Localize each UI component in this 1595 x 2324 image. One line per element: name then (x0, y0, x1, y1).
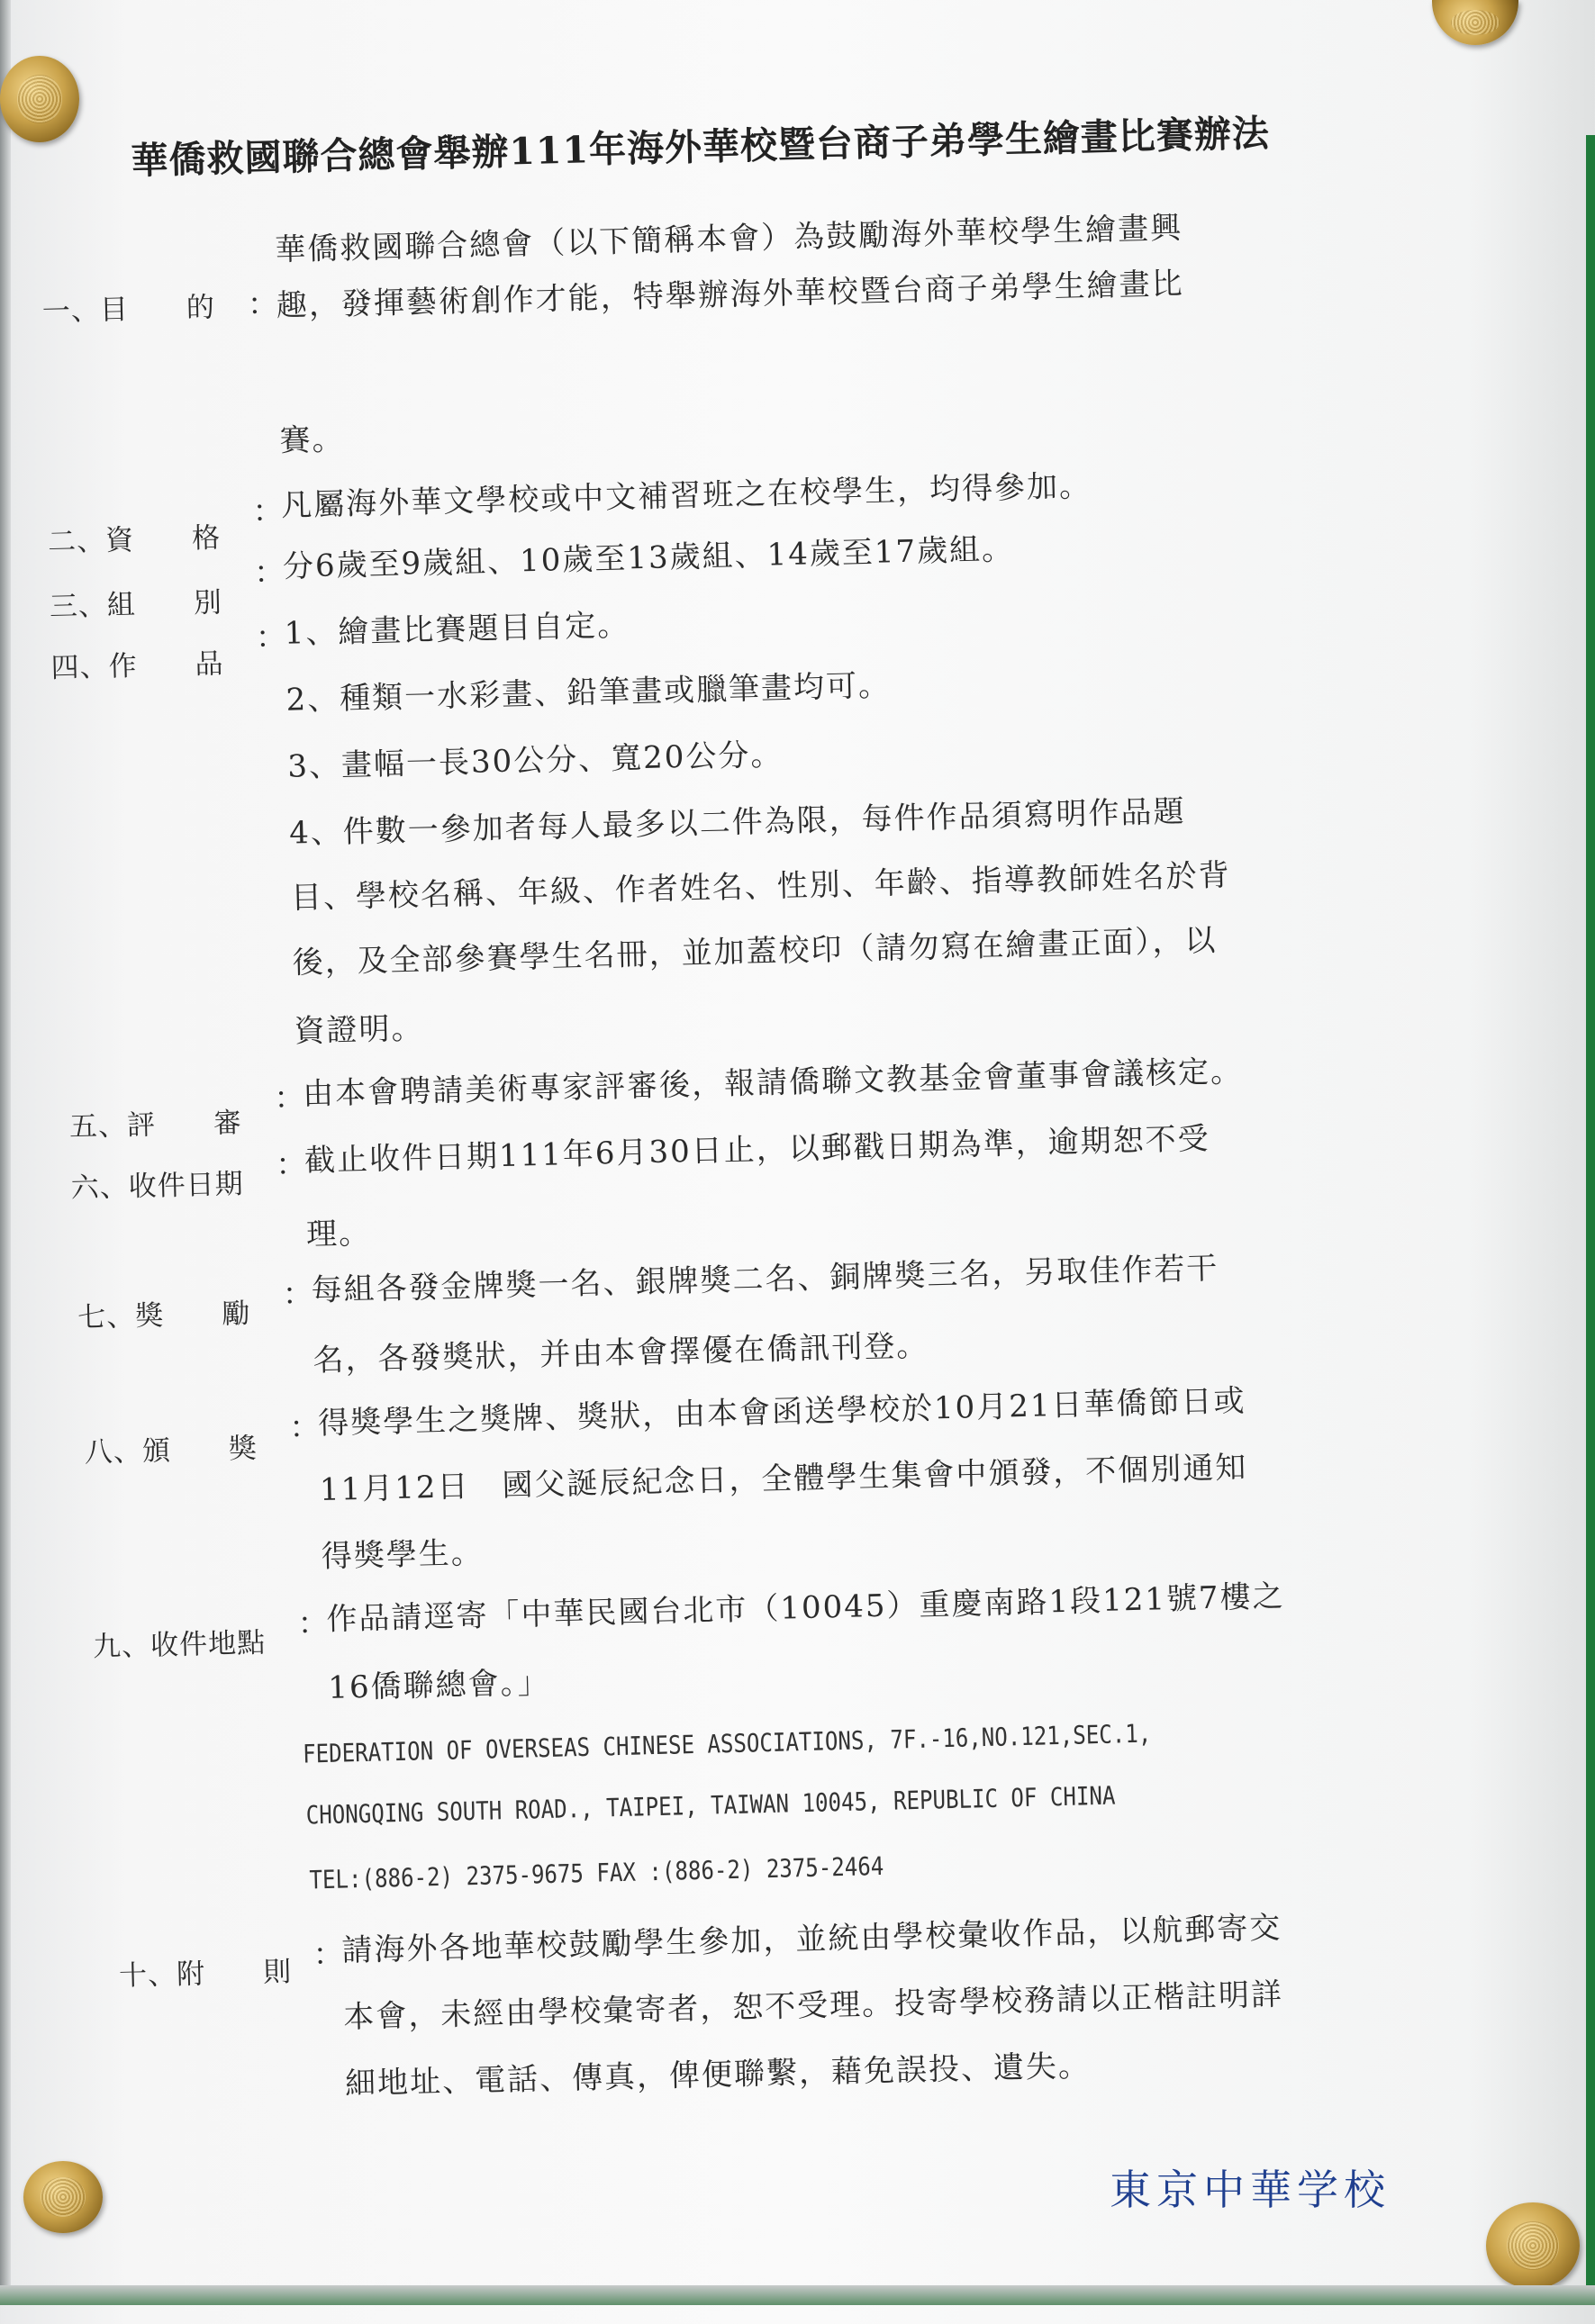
section-6-line-2: 理。 (305, 1215, 372, 1253)
section-10-line-3: 細地址、電話、傳真，俾便聯繫，藉免誤投、遺失。 (344, 2048, 1092, 2102)
separator: ： (251, 493, 284, 530)
pushpin-bottom-right (1486, 2202, 1580, 2289)
section-8-line-1: 得獎學生之獎牌、獎狀，由本會函送學校於10月21日華僑節日或 (317, 1382, 1246, 1442)
section-5-line-1: 由本會聘請美術專家評審後，報請僑聯文教基金會董事會議核定。 (302, 1053, 1244, 1113)
pushpin-bottom-left (23, 2161, 103, 2233)
section-4-line-6: 後，及全部參賽學生名冊，並加蓋校印（請勿寫在繪畫正面），以 (292, 922, 1218, 981)
address-en-line-2: CHONGQING SOUTH ROAD., TAIPEI, TAIWAN 10045, REPUBLIC OF CHINA (305, 1780, 1116, 1831)
section-8-line-3: 得獎學生。 (321, 1534, 485, 1576)
document-title: 華僑救國聯合總會舉辦111年海外華校暨台商子弟學生繪畫比賽辦法 (130, 111, 1271, 183)
section-10-line-2: 本會，未經由學校彙寄者，恕不受理。投寄學校務請以正楷註明詳 (342, 1976, 1284, 2036)
section-3-line-1: 分6歲至9歲組、10歲至13歲組、14歲至17歲組。 (282, 530, 1015, 585)
separator: ： (273, 1080, 305, 1117)
separator: ： (275, 1146, 307, 1184)
section-4-line-4: 4、件數一參加者每人最多以二件為限，每件作品須寫明作品題 (288, 793, 1187, 852)
pushpin-top-left (0, 56, 79, 142)
wall-edge-bottom (0, 2285, 1595, 2305)
section-1-line-1: 華僑救國聯合總會（以下簡稱本會）為鼓勵海外華校學生繪畫興 (274, 210, 1183, 268)
separator: ： (282, 1276, 314, 1313)
section-6-line-1: 截止收件日期111年6月30日止，以郵戳日期為準，逾期恕不受 (304, 1120, 1211, 1180)
separator: ： (313, 1936, 345, 1974)
section-1-line-3: 賽。 (279, 421, 345, 459)
separator: ： (247, 285, 279, 323)
section-5-label: 五、評 審 (68, 1107, 243, 1144)
section-4-line-2: 2、種類一水彩畫、鉛筆畫或臘筆畫均可。 (285, 667, 892, 719)
section-10-line-1: 請海外各地華校鼓勵學生參加，並統由學校彙收作品，以航郵寄交 (341, 1910, 1282, 1969)
section-4-line-3: 3、畫幅一長30公分、寬20公分。 (286, 737, 784, 785)
section-10-label: 十、附 則 (118, 1955, 293, 1993)
section-1-line-2: 趣，發揮藝術創作才能，特舉辦海外華校暨台商子弟學生繪畫比 (276, 266, 1185, 324)
section-1-label: 一、目 的 (41, 291, 216, 329)
section-8-label: 八、頒 獎 (84, 1432, 258, 1469)
separator: ： (255, 619, 287, 656)
section-4-line-5: 目、學校名稱、年級、作者姓名、性別、年齡、指導教師姓名於背 (290, 857, 1232, 917)
section-7-line-2: 名，各發獎狀，并由本會擇優在僑訊刊登。 (312, 1327, 929, 1379)
section-4-line-1: 1、繪畫比賽題目自定。 (284, 607, 630, 652)
separator: ： (253, 554, 285, 592)
section-9-line-2: 16僑聯總會。」 (327, 1664, 551, 1706)
section-2-label: 二、資 格 (47, 521, 222, 559)
section-8-line-2: 11月12日 國父誕辰紀念日，全體學生集會中頒發，不個別通知 (319, 1449, 1248, 1509)
section-4-label: 四、作 品 (50, 647, 224, 685)
section-9-label: 九、收件地點 (92, 1626, 267, 1664)
address-en-line-1: FEDERATION OF OVERSEAS CHINESE ASSOCIATIONS, 7F.-16,NO.121,SEC.1, (302, 1718, 1152, 1769)
section-9-line-1: 作品請逕寄「中華民國台北市（10045）重慶南路1段121號7樓之 (326, 1578, 1286, 1638)
separator: ： (288, 1409, 321, 1446)
section-6-label: 六、收件日期 (70, 1168, 245, 1205)
section-3-label: 三、組 別 (49, 586, 223, 624)
section-4-line-7: 資證明。 (294, 1010, 424, 1050)
section-2-line-1: 凡屬海外華文學校或中文補習班之在校學生，均得參加。 (280, 467, 1092, 524)
section-7-label: 七、獎 勵 (77, 1297, 251, 1334)
address-en-line-3: TEL:(886-2) 2375-9675 FAX :(886-2) 2375-2464 (309, 1850, 884, 1895)
section-7-line-1: 每組各發金牌獎一名、銀牌獎二名、銅牌獎三名，另取佳作若干 (311, 1250, 1219, 1309)
school-stamp: 東京中華学校 (1110, 2166, 1391, 2214)
separator: ： (297, 1605, 330, 1642)
